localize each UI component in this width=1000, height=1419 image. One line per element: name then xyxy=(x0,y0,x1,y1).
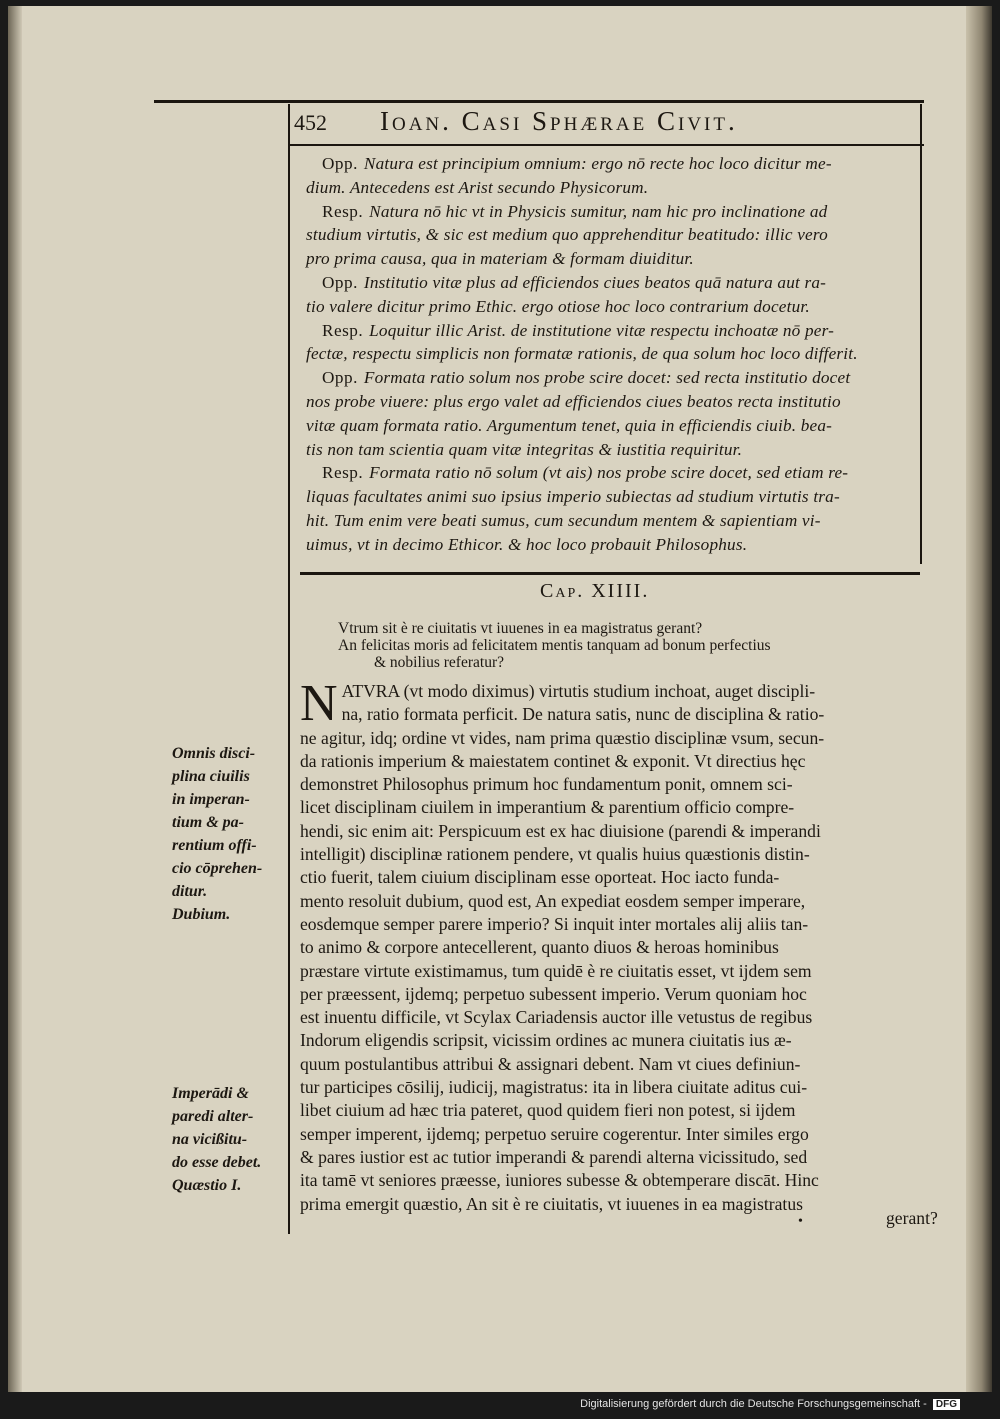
marginal-line: tium & pa- xyxy=(172,814,245,831)
disputation-line xyxy=(306,342,918,366)
disputation-line xyxy=(306,509,918,533)
disputation-label: Resp. xyxy=(322,201,364,221)
page-header xyxy=(294,104,924,142)
disputation-label: Opp. xyxy=(322,272,358,292)
disputation-line xyxy=(306,533,918,557)
body-line: est inuentu difficile, vt Scylax Cariadensis auctor ille vetustus de regibus xyxy=(300,1007,813,1028)
disputation-text: Institutio vitæ plus ad efficiendos ciues beatos quā natura aut ra- xyxy=(363,272,827,292)
catchword: gerant? xyxy=(886,1208,938,1228)
disputation-label: Resp. xyxy=(322,320,364,340)
disputation-line xyxy=(306,176,918,200)
marginal-note-1 xyxy=(172,742,290,926)
body-line: & pares iustior est ac tutior imperandi & parendi alterna vicissitudo, sed xyxy=(300,1146,808,1167)
disputation-line xyxy=(306,223,918,247)
disputation-label: Opp. xyxy=(322,154,358,173)
marginal-line: plina ciuilis xyxy=(172,768,250,785)
marginal-line: Dubium. xyxy=(172,906,231,923)
body-line: semper imperent, ijdemq; perpetuo seruire cogerentur. Inter similes ergo xyxy=(300,1123,809,1144)
disputation-text: Loquitur illic Arist. de institutione vitæ respectu inchoatæ nō per- xyxy=(369,320,835,340)
disputation-text: nos probe viuere: plus ergo valet ad efficiendos ciues beatos recta institutio xyxy=(306,391,841,411)
body-line: hendi, sic enim ait: Perspicuum est ex hac diuisione (parendi & imperandi xyxy=(300,820,821,841)
chapter-question-3: & nobilius referatur? xyxy=(374,654,504,671)
page-number: 452 xyxy=(294,110,327,135)
disputation-text: Formata ratio nō solum (vt ais) nos probe scire docet, sed etiam re- xyxy=(369,463,849,483)
body-line: ctio fuerit, talem ciuium disciplinam esse oporteat. Hoc iacto funda- xyxy=(300,867,780,888)
ornament-dot: • xyxy=(798,1214,803,1229)
disputation-text: liquas facultates animi suo ipsius imperio subiectas ad studium virtutis tra- xyxy=(306,487,840,507)
disputation-text: studium virtutis, & sic est medium quo apprehenditur beatitudo: illic vero xyxy=(306,225,828,245)
disputation-line xyxy=(306,295,918,319)
chapter-title: Cap. XIIII. xyxy=(540,580,650,602)
disputation-text: tis non tam scientia quam vitæ integritas & iustitia requiritur. xyxy=(306,439,743,459)
body-line: Indorum eligendis scripsit, vicissim ordines ac munera ciuitatis ius æ- xyxy=(300,1030,792,1051)
page-fore-edge xyxy=(966,6,992,1392)
marginal-line: Quæstio I. xyxy=(172,1177,242,1194)
chapter-question-1: Vtrum sit è re ciuitatis vt iuuenes in ea magistratus gerant? xyxy=(338,620,703,637)
body-line: da rationis imperium & maiestatem continet & exponit. Vt directius hęc xyxy=(300,750,806,771)
body-line: ATVRA (vt modo diximus) virtutis studium inchoat, auget discipli- xyxy=(341,681,816,701)
marginal-line: paredi alter- xyxy=(172,1108,254,1125)
body-line: libet ciuium ad hæc tria pateret, quod quidem fieri non potest, si ijdem xyxy=(300,1100,796,1121)
running-head: Ioan. Casi Sphærae Civit. xyxy=(380,106,738,136)
body-line: eosdemque semper parere imperio? Si inquit inter mortales alij aliis tan- xyxy=(300,913,809,934)
disputation-line xyxy=(306,319,918,343)
body-line: prima emergit quæstio, An sit è re ciuitatis, vt iuuenes in ea magistratus xyxy=(300,1193,803,1214)
disputation-line xyxy=(306,461,918,485)
page-left-edge xyxy=(8,6,22,1392)
marginal-line: do esse debet. xyxy=(172,1154,262,1171)
body-line: per præessent, ijdemq; perpetuo subessent imperio. Verum quoniam hoc xyxy=(300,983,807,1004)
body-line: præstare virtute existimamus, tum quidē è re ciuitatis esset, vt ijdem sem xyxy=(300,960,812,981)
marginal-line: cio cōprehen- xyxy=(172,860,263,877)
drop-cap: N xyxy=(300,675,338,732)
marginal-line: in imperan- xyxy=(172,791,250,808)
disputation-text: Natura nō hic vt in Physicis sumitur, nam hic pro inclinatione ad xyxy=(369,201,828,221)
disputation-line xyxy=(306,200,918,224)
disputation-text: uimus, vt in decimo Ethicor. & hoc loco probauit Philosophus. xyxy=(306,534,748,554)
body-line: na, ratio formata perficit. De natura satis, nunc de disciplina & ratio- xyxy=(341,704,825,725)
header-rule xyxy=(288,144,924,146)
disputation-label: Resp. xyxy=(322,463,364,483)
footer-text: Digitalisierung gefördert durch die Deutsche Forschungsgemeinschaft - xyxy=(580,1398,927,1410)
marginal-line: rentium offi- xyxy=(172,837,257,854)
chapter-question-2: An felicitas moris ad felicitatem mentis tanquam ad bonum perfectius xyxy=(338,637,771,654)
disputation-text: hit. Tum enim vere beati sumus, cum secundum mentem & sapientiam vi- xyxy=(306,510,821,530)
disputation-text: vitæ quam formata ratio. Argumentum tenet, quia in efficiendis ciuib. bea- xyxy=(306,415,833,435)
disputation-line xyxy=(306,271,918,295)
disputation-line xyxy=(306,247,918,271)
body-line: ita tamē vt seniores præesse, iuniores subesse & obtemperare discāt. Hinc xyxy=(300,1170,819,1191)
marginal-line: na vicißitu- xyxy=(172,1131,248,1148)
body-line: tur participes cōsilij, iudicij, magistratus: ita in libera ciuitate aditus cui- xyxy=(300,1077,808,1098)
disputation-line xyxy=(306,485,918,509)
disputation-text: pro prima causa, qua in materiam & formam diuiditur. xyxy=(306,249,694,269)
disputation-line xyxy=(306,414,918,438)
disputation-line xyxy=(306,366,918,390)
digitization-footer xyxy=(580,1398,960,1410)
disputation-text: tio valere dicitur primo Ethic. ergo otiose hoc loco contrarium docetur. xyxy=(306,296,810,316)
body-line: quum postulantibus attribui & assignari debent. Nam vt ciues definiun- xyxy=(300,1053,801,1074)
disputation-line xyxy=(306,390,918,414)
chapter-body xyxy=(300,675,920,1216)
marginal-line: Omnis disci- xyxy=(172,745,256,762)
top-rule xyxy=(154,100,924,103)
dfg-logo: DFG xyxy=(933,1399,960,1410)
marginal-note-2 xyxy=(172,1082,290,1197)
disputation-text: Natura est principium omnium: ergo nō recte hoc loco dicitur me- xyxy=(363,154,832,173)
disputation-block xyxy=(306,152,918,557)
body-line: licet disciplinam ciuilem in imperantium & parentium officio compre- xyxy=(300,797,795,818)
disputation-text: Formata ratio solum nos probe scire docet: sed recta institutio docet xyxy=(363,368,851,388)
disputation-line xyxy=(306,152,918,176)
disputation-line xyxy=(306,438,918,462)
body-line: demonstret Philosophus primum hoc fundamentum ponit, omnem sci- xyxy=(300,774,793,795)
body-line: mento resoluit dubium, quod est, An expediat eosdem semper imperare, xyxy=(300,890,806,911)
body-line: to animo & corpore antecellerent, quanto diuos & heroas hominibus xyxy=(300,937,779,958)
body-line: ne agitur, idq; ordine vt vides, nam prima quæstio disciplinæ vsum, secun- xyxy=(300,727,825,748)
disputation-text: fectæ, respectu simplicis non formatæ rationis, de qua solum hoc loco differit. xyxy=(306,344,858,364)
body-line: intelligit) disciplinæ rationem pendere, vt qualis huius quæstionis distin- xyxy=(300,844,810,865)
marginal-line: Imperādi & xyxy=(172,1085,249,1102)
marginal-line: ditur. xyxy=(172,883,208,900)
section-rule xyxy=(300,572,920,575)
right-column-rule xyxy=(920,104,922,564)
disputation-text: dium. Antecedens est Arist secundo Physicorum. xyxy=(306,177,649,197)
disputation-label: Opp. xyxy=(322,368,358,388)
left-column-rule xyxy=(288,104,290,1234)
